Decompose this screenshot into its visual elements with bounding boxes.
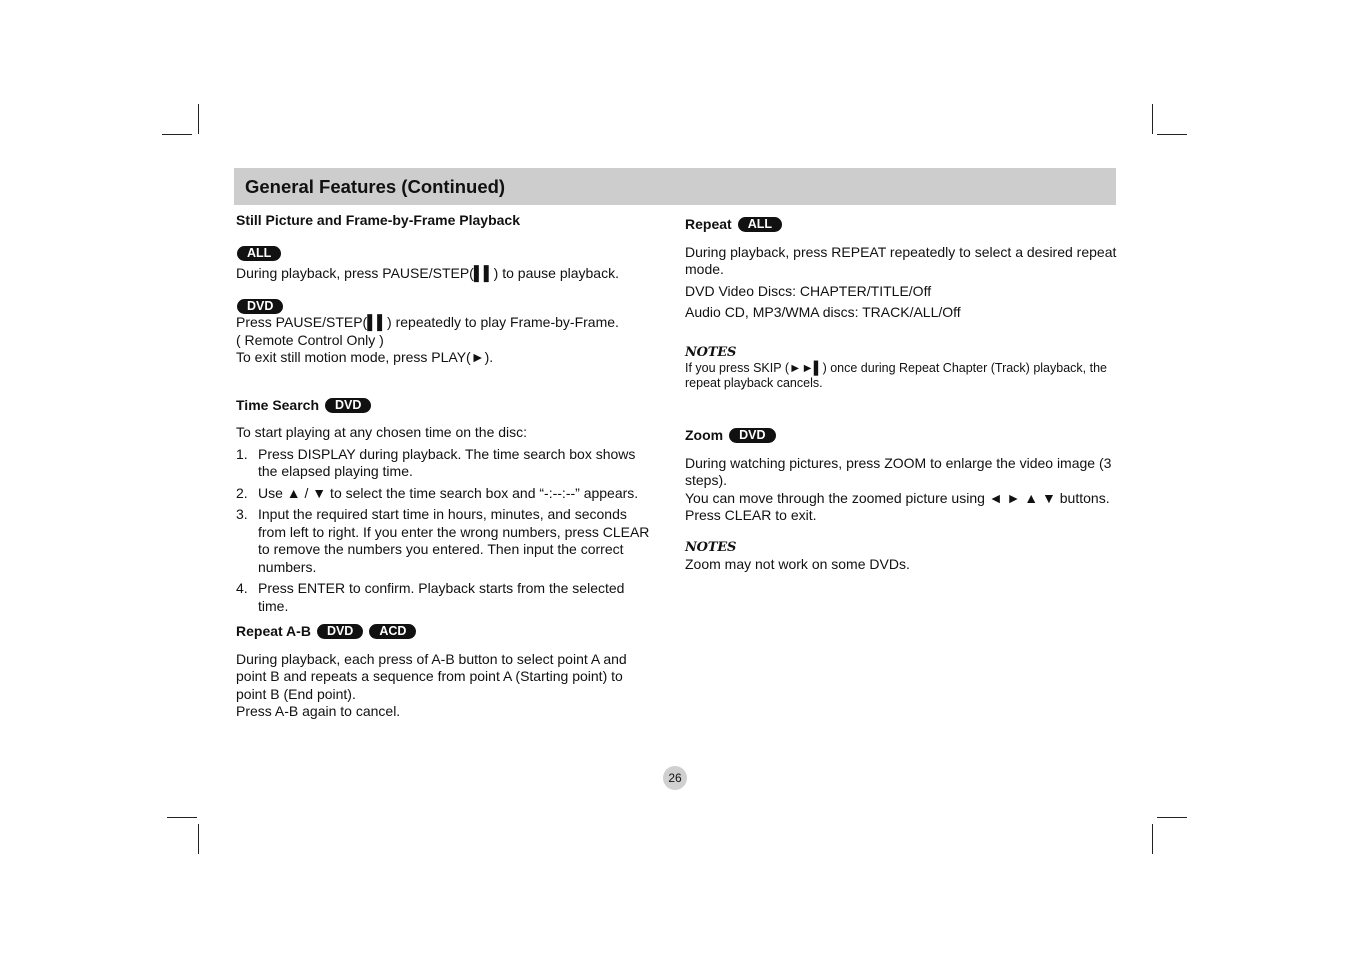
list-item	[236, 580, 656, 615]
step-text: Input the required start time in hours, minutes, and seconds from left to right. If you enter the wrong numbers, press CLEAR to remove the numbers you entered. Then input the correct numbers.	[258, 506, 650, 575]
step-number: 3.	[236, 506, 248, 522]
crop-mark	[198, 104, 199, 134]
still-all-text: During playback, press PAUSE/STEP(▌▌) to pause playback.	[236, 265, 619, 281]
badge-row	[236, 244, 656, 262]
left-column	[236, 212, 656, 721]
still-dvd-line: To exit still motion mode, press PLAY(►).	[236, 349, 494, 365]
repeat-ab-heading	[236, 623, 656, 641]
time-search-steps	[236, 446, 656, 616]
step-text: Press DISPLAY during playback. The time search box shows the elapsed playing time.	[258, 445, 636, 479]
repeat-heading	[685, 216, 1117, 234]
page-number: 26	[663, 766, 687, 790]
repeat-dvd-modes: DVD Video Discs: CHAPTER/TITLE/Off	[685, 282, 932, 299]
zoom-exit: Press CLEAR to exit.	[685, 507, 817, 523]
repeat-cd-modes: Audio CD, MP3/WMA discs: TRACK/ALL/Off	[685, 304, 961, 320]
list-item	[236, 506, 656, 576]
page-title: General Features (Continued)	[245, 176, 506, 197]
still-dvd-line: ( Remote Control Only )	[236, 331, 384, 348]
zoom-move: You can move through the zoomed picture using ◄ ► ▲ ▼ buttons.	[685, 489, 1110, 506]
list-item	[236, 446, 656, 481]
crop-mark	[1157, 134, 1187, 135]
still-picture-heading: Still Picture and Frame-by-Frame Playback	[236, 212, 520, 228]
section-header-bar	[234, 168, 1116, 205]
time-search-heading	[236, 397, 656, 415]
crop-mark	[1157, 817, 1187, 818]
repeat-ab-cancel: Press A-B again to cancel.	[236, 703, 401, 719]
step-number: 4.	[236, 580, 248, 596]
notes-title: NOTES	[685, 539, 737, 555]
badge-all: ALL	[738, 217, 782, 232]
badge-dvd: DVD	[317, 624, 363, 639]
zoom-heading	[685, 427, 1117, 445]
badge-all: ALL	[237, 246, 281, 261]
crop-mark	[1152, 104, 1153, 134]
heading-label: Repeat	[685, 216, 732, 232]
right-column	[685, 216, 1117, 574]
heading-label: Zoom	[685, 427, 724, 443]
repeat-note: If you press SKIP (►►▌) once during Repeat Chapter (Track) playback, the repeat playback cancels.	[685, 361, 1107, 390]
zoom-note: Zoom may not work on some DVDs.	[685, 556, 910, 572]
badge-acd: ACD	[369, 624, 416, 639]
heading-label: Repeat A-B	[236, 623, 311, 639]
badge-dvd: DVD	[325, 398, 371, 413]
step-text: Use ▲ / ▼ to select the time search box and “-:--:--” appears.	[258, 484, 639, 501]
zoom-text: During watching pictures, press ZOOM to enlarge the video image (3 steps).	[685, 454, 1112, 488]
badge-dvd: DVD	[237, 299, 283, 314]
crop-mark	[198, 824, 199, 854]
step-number: 2.	[236, 484, 248, 501]
step-number: 1.	[236, 445, 248, 462]
notes-title: NOTES	[685, 344, 737, 360]
crop-mark	[167, 817, 197, 818]
crop-mark	[162, 134, 192, 135]
step-text: Press ENTER to confirm. Playback starts from the selected time.	[258, 580, 625, 614]
list-item	[236, 485, 656, 503]
repeat-ab-text: During playback, each press of A-B button to select point A and point B and repeats a sequence from point A (Starting point) to point B (End point).	[236, 650, 627, 702]
badge-dvd: DVD	[729, 428, 775, 443]
still-dvd-line: Press PAUSE/STEP(▌▌) repeatedly to play Frame-by-Frame.	[236, 314, 619, 330]
heading-label: Time Search	[236, 396, 320, 413]
repeat-text: During playback, press REPEAT repeatedly to select a desired repeat mode.	[685, 243, 1117, 277]
crop-mark	[1152, 824, 1153, 854]
badge-row	[236, 297, 656, 315]
time-search-intro: To start playing at any chosen time on the disc:	[236, 424, 528, 440]
